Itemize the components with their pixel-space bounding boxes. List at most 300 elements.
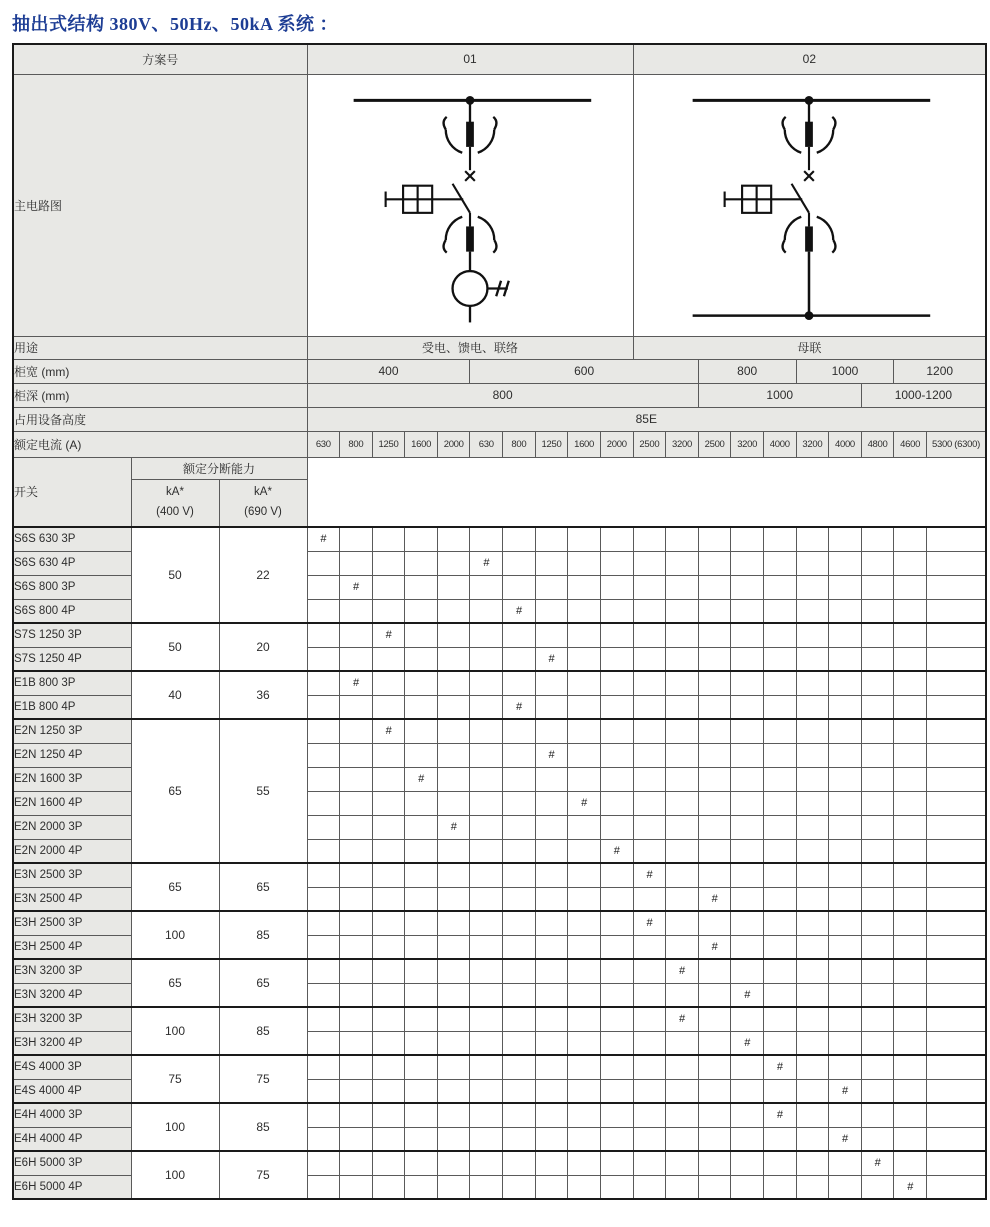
grid-cell xyxy=(698,767,731,791)
grid-cell xyxy=(763,935,796,959)
switch-label-cell: 开关 xyxy=(13,457,131,527)
grid-cell xyxy=(698,1079,731,1103)
grid-cell xyxy=(340,887,373,911)
switch-row xyxy=(13,527,986,551)
grid-cell xyxy=(926,719,986,743)
grid-cell xyxy=(861,1055,894,1079)
grid-cell xyxy=(600,887,633,911)
switch-rows xyxy=(13,527,986,1199)
switch-row xyxy=(13,719,986,743)
grid-cell xyxy=(503,839,536,863)
grid-cell xyxy=(437,1151,470,1175)
grid-cell xyxy=(568,1103,601,1127)
availability-mark-cell: # xyxy=(503,599,536,623)
ka400-header-cell xyxy=(131,479,219,527)
cabinet-depth-label-cell: 柜深 (mm) xyxy=(13,383,307,407)
grid-cell xyxy=(796,695,829,719)
grid-cell xyxy=(829,1151,862,1175)
ka690-value-cell: 75 xyxy=(219,1055,307,1103)
scheme-02-cell: 02 xyxy=(633,44,986,74)
usage-value-cell: 受电、馈电、联络 xyxy=(307,336,633,359)
availability-mark-cell: # xyxy=(470,551,503,575)
diagram-02-cell xyxy=(633,74,986,336)
grid-cell xyxy=(535,1151,568,1175)
availability-mark-cell: # xyxy=(666,1007,699,1031)
grid-cell xyxy=(926,935,986,959)
availability-mark-cell: # xyxy=(829,1127,862,1151)
ka-voltage: (690 V) xyxy=(244,505,282,518)
cabinet-width-value-cell: 600 xyxy=(470,359,698,383)
grid-cell xyxy=(535,575,568,599)
grid-cell xyxy=(437,647,470,671)
grid-cell xyxy=(894,983,927,1007)
grid-cell xyxy=(666,695,699,719)
grid-cell xyxy=(666,1055,699,1079)
grid-cell xyxy=(763,959,796,983)
grid-cell xyxy=(600,1103,633,1127)
grid-cell xyxy=(340,647,373,671)
grid-cell xyxy=(340,1103,373,1127)
diagram-01-cell xyxy=(307,74,633,336)
grid-cell xyxy=(894,911,927,935)
grid-cell xyxy=(535,1175,568,1199)
grid-cell xyxy=(600,1055,633,1079)
grid-cell xyxy=(666,839,699,863)
grid-cell xyxy=(861,599,894,623)
grid-cell xyxy=(698,863,731,887)
grid-cell xyxy=(731,575,764,599)
grid-cell xyxy=(307,1151,340,1175)
switch-name-cell: E3N 2500 4P xyxy=(13,887,131,911)
grid-cell xyxy=(470,1103,503,1127)
availability-mark-cell: # xyxy=(568,791,601,815)
grid-cell xyxy=(437,983,470,1007)
grid-cell xyxy=(405,863,438,887)
grid-cell xyxy=(796,1127,829,1151)
grid-cell xyxy=(666,791,699,815)
grid-cell xyxy=(600,551,633,575)
ka690-value-cell: 36 xyxy=(219,671,307,719)
grid-cell xyxy=(926,1031,986,1055)
grid-cell xyxy=(600,719,633,743)
switch-name-cell: E4H 4000 4P xyxy=(13,1127,131,1151)
ka400-value-cell: 40 xyxy=(131,671,219,719)
grid-cell xyxy=(666,935,699,959)
grid-cell xyxy=(405,1151,438,1175)
rated-current-cell: 1600 xyxy=(405,431,438,457)
ka690-value-cell: 20 xyxy=(219,623,307,671)
grid-cell xyxy=(372,1031,405,1055)
grid-cell xyxy=(535,911,568,935)
grid-cell xyxy=(437,1031,470,1055)
switch-row xyxy=(13,911,986,935)
grid-cell xyxy=(437,695,470,719)
ka690-value-cell: 65 xyxy=(219,863,307,911)
rated-current-cell: 4800 xyxy=(861,431,894,457)
grid-cell xyxy=(861,791,894,815)
switch-name-cell: E4S 4000 3P xyxy=(13,1055,131,1079)
switch-name-cell: E2N 1600 3P xyxy=(13,767,131,791)
grid-cell xyxy=(307,599,340,623)
switch-name-cell: E4H 4000 3P xyxy=(13,1103,131,1127)
grid-cell xyxy=(600,767,633,791)
grid-cell xyxy=(731,887,764,911)
ka690-value-cell: 65 xyxy=(219,959,307,1007)
cabinet-width-value-cell: 400 xyxy=(307,359,470,383)
grid-cell xyxy=(470,1079,503,1103)
grid-cell xyxy=(633,887,666,911)
grid-cell xyxy=(535,839,568,863)
grid-cell xyxy=(568,863,601,887)
grid-cell xyxy=(503,791,536,815)
grid-cell xyxy=(340,959,373,983)
scheme-label-cell: 方案号 xyxy=(13,44,307,74)
grid-cell xyxy=(535,527,568,551)
grid-cell xyxy=(372,647,405,671)
grid-cell xyxy=(600,1127,633,1151)
grid-cell xyxy=(503,647,536,671)
grid-cell xyxy=(405,791,438,815)
grid-cell xyxy=(503,671,536,695)
grid-cell xyxy=(307,935,340,959)
usage-row xyxy=(13,336,986,359)
switch-row xyxy=(13,671,986,695)
availability-mark-cell: # xyxy=(503,695,536,719)
ka690-value-cell: 22 xyxy=(219,527,307,623)
grid-cell xyxy=(926,911,986,935)
rated-current-cell: 2000 xyxy=(600,431,633,457)
switch-name-cell: E2N 1250 3P xyxy=(13,719,131,743)
grid-cell xyxy=(568,719,601,743)
ka400-value-cell: 65 xyxy=(131,959,219,1007)
grid-cell xyxy=(698,575,731,599)
grid-cell xyxy=(405,1079,438,1103)
grid-cell xyxy=(470,719,503,743)
grid-cell xyxy=(470,983,503,1007)
grid-cell xyxy=(503,959,536,983)
grid-cell xyxy=(698,959,731,983)
ka400-value-cell: 65 xyxy=(131,719,219,863)
grid-cell xyxy=(763,575,796,599)
grid-cell xyxy=(796,791,829,815)
grid-cell xyxy=(405,743,438,767)
grid-cell xyxy=(926,839,986,863)
grid-cell xyxy=(861,983,894,1007)
grid-cell xyxy=(633,1055,666,1079)
rated-current-row xyxy=(13,431,986,457)
grid-cell xyxy=(470,695,503,719)
switch-row xyxy=(13,623,986,647)
grid-cell xyxy=(633,527,666,551)
grid-cell xyxy=(307,767,340,791)
grid-cell xyxy=(861,575,894,599)
rated-current-cell: 1600 xyxy=(568,431,601,457)
availability-mark-cell: # xyxy=(731,1031,764,1055)
grid-cell xyxy=(861,911,894,935)
grid-cell xyxy=(796,839,829,863)
grid-cell xyxy=(503,1079,536,1103)
grid-cell xyxy=(470,1055,503,1079)
grid-cell xyxy=(633,1031,666,1055)
grid-cell xyxy=(926,1151,986,1175)
grid-cell xyxy=(568,1007,601,1031)
grid-cell xyxy=(600,671,633,695)
grid-cell xyxy=(405,911,438,935)
grid-cell xyxy=(470,1031,503,1055)
grid-cell xyxy=(600,935,633,959)
grid-cell xyxy=(894,671,927,695)
grid-cell xyxy=(763,647,796,671)
grid-cell xyxy=(437,623,470,647)
grid-cell xyxy=(372,527,405,551)
ka690-value-cell: 85 xyxy=(219,1103,307,1151)
cabinet-width-value-cell: 1200 xyxy=(894,359,986,383)
rated-current-cell: 2500 xyxy=(698,431,731,457)
grid-cell xyxy=(340,815,373,839)
grid-cell xyxy=(894,719,927,743)
grid-cell xyxy=(437,1079,470,1103)
ka-unit: kA* xyxy=(166,486,184,499)
availability-mark-cell: # xyxy=(405,767,438,791)
grid-cell xyxy=(340,1127,373,1151)
availability-mark-cell: # xyxy=(731,983,764,1007)
grid-cell xyxy=(829,1007,862,1031)
grid-cell xyxy=(437,719,470,743)
availability-mark-cell: # xyxy=(666,959,699,983)
grid-cell xyxy=(829,647,862,671)
grid-cell xyxy=(926,551,986,575)
rated-current-cell: 5300 (6300) xyxy=(926,431,986,457)
grid-cell xyxy=(796,575,829,599)
grid-cell xyxy=(568,527,601,551)
grid-cell xyxy=(796,1175,829,1199)
grid-cell xyxy=(600,1151,633,1175)
grid-cell xyxy=(372,575,405,599)
grid-cell xyxy=(829,863,862,887)
grid-cell xyxy=(796,1031,829,1055)
grid-cell xyxy=(894,1103,927,1127)
ka690-header-cell xyxy=(219,479,307,527)
switch-row xyxy=(13,1103,986,1127)
ka690-value-cell: 85 xyxy=(219,1007,307,1055)
grid-cell xyxy=(666,887,699,911)
grid-cell xyxy=(405,935,438,959)
grid-cell xyxy=(405,647,438,671)
grid-cell xyxy=(829,1055,862,1079)
grid-cell xyxy=(861,647,894,671)
grid-cell xyxy=(633,1079,666,1103)
grid-cell xyxy=(405,959,438,983)
grid-cell xyxy=(666,1127,699,1151)
grid-cell xyxy=(698,911,731,935)
grid-cell xyxy=(437,959,470,983)
switch-name-cell: S6S 630 4P xyxy=(13,551,131,575)
grid-cell xyxy=(633,959,666,983)
grid-cell xyxy=(763,1127,796,1151)
grid-cell xyxy=(633,695,666,719)
grid-cell xyxy=(796,551,829,575)
grid-cell xyxy=(763,767,796,791)
grid-cell xyxy=(503,1151,536,1175)
rated-current-cell: 2500 xyxy=(633,431,666,457)
grid-cell xyxy=(861,863,894,887)
grid-cell xyxy=(568,743,601,767)
grid-cell xyxy=(698,719,731,743)
grid-cell xyxy=(568,1031,601,1055)
grid-cell xyxy=(894,527,927,551)
grid-cell xyxy=(503,1127,536,1151)
grid-cell xyxy=(731,767,764,791)
grid-cell xyxy=(731,743,764,767)
grid-cell xyxy=(600,743,633,767)
grid-cell xyxy=(470,863,503,887)
grid-cell xyxy=(437,911,470,935)
grid-cell xyxy=(829,1031,862,1055)
availability-mark-cell: # xyxy=(894,1175,927,1199)
grid-cell xyxy=(894,863,927,887)
grid-cell xyxy=(503,551,536,575)
grid-cell xyxy=(731,935,764,959)
ka-voltage: (400 V) xyxy=(156,505,194,518)
switch-row xyxy=(13,959,986,983)
grid-cell xyxy=(535,695,568,719)
grid-cell xyxy=(535,623,568,647)
grid-cell xyxy=(372,671,405,695)
grid-cell xyxy=(698,791,731,815)
grid-cell xyxy=(763,599,796,623)
grid-cell xyxy=(503,1103,536,1127)
grid-cell xyxy=(503,815,536,839)
grid-cell xyxy=(535,1055,568,1079)
grid-cell xyxy=(372,1103,405,1127)
grid-cell xyxy=(926,1127,986,1151)
rated-current-cell: 3200 xyxy=(666,431,699,457)
grid-cell xyxy=(829,719,862,743)
grid-cell xyxy=(470,575,503,599)
grid-cell xyxy=(307,671,340,695)
grid-cell xyxy=(666,863,699,887)
grid-cell xyxy=(796,815,829,839)
grid-cell xyxy=(372,839,405,863)
grid-cell xyxy=(633,839,666,863)
grid-cell xyxy=(763,1007,796,1031)
grid-cell xyxy=(829,575,862,599)
rated-current-label-cell: 额定电流 (A) xyxy=(13,431,307,457)
grid-cell xyxy=(307,959,340,983)
grid-cell xyxy=(796,1007,829,1031)
grid-cell xyxy=(731,551,764,575)
grid-cell xyxy=(666,527,699,551)
availability-mark-cell: # xyxy=(698,935,731,959)
grid-cell xyxy=(568,815,601,839)
grid-cell xyxy=(600,1031,633,1055)
grid-cell xyxy=(763,839,796,863)
grid-cell xyxy=(307,575,340,599)
grid-cell xyxy=(698,1151,731,1175)
grid-cell xyxy=(470,767,503,791)
switch-name-cell: E3H 3200 4P xyxy=(13,1031,131,1055)
grid-cell xyxy=(437,863,470,887)
grid-cell xyxy=(405,1055,438,1079)
grid-cell xyxy=(796,959,829,983)
usage-value-cell: 母联 xyxy=(633,336,986,359)
grid-cell xyxy=(829,983,862,1007)
grid-cell xyxy=(470,623,503,647)
grid-cell xyxy=(340,1055,373,1079)
grid-cell xyxy=(503,719,536,743)
grid-cell xyxy=(829,767,862,791)
switch-name-cell: E3N 3200 4P xyxy=(13,983,131,1007)
grid-cell xyxy=(666,671,699,695)
grid-cell xyxy=(861,623,894,647)
grid-cell xyxy=(503,527,536,551)
grid-cell xyxy=(926,599,986,623)
grid-cell xyxy=(503,983,536,1007)
ka690-value-cell: 55 xyxy=(219,719,307,863)
grid-cell xyxy=(796,1103,829,1127)
grid-cell xyxy=(926,767,986,791)
grid-cell xyxy=(894,887,927,911)
grid-cell xyxy=(796,911,829,935)
grid-cell xyxy=(340,935,373,959)
main-circuit-diagram-02 xyxy=(649,83,969,333)
grid-cell xyxy=(307,551,340,575)
grid-cell xyxy=(796,1079,829,1103)
grid-cell xyxy=(666,1079,699,1103)
grid-cell xyxy=(307,1031,340,1055)
grid-cell xyxy=(437,551,470,575)
availability-mark-cell: # xyxy=(763,1103,796,1127)
grid-cell xyxy=(698,623,731,647)
grid-cell xyxy=(894,815,927,839)
availability-mark-cell: # xyxy=(698,887,731,911)
grid-cell xyxy=(307,1103,340,1127)
grid-cell xyxy=(829,887,862,911)
grid-cell xyxy=(405,1127,438,1151)
grid-cell xyxy=(796,647,829,671)
grid-cell xyxy=(894,551,927,575)
grid-cell xyxy=(698,839,731,863)
grid-cell xyxy=(894,623,927,647)
grid-cell xyxy=(568,767,601,791)
grid-cell xyxy=(829,791,862,815)
grid-cell xyxy=(470,839,503,863)
cabinet-width-value-cell: 1000 xyxy=(796,359,894,383)
grid-cell xyxy=(503,1007,536,1031)
grid-cell xyxy=(437,1175,470,1199)
grid-cell xyxy=(666,575,699,599)
grid-cell xyxy=(731,1007,764,1031)
switch-name-cell: E3H 2500 3P xyxy=(13,911,131,935)
grid-cell xyxy=(372,1007,405,1031)
grid-cell xyxy=(894,1007,927,1031)
grid-cell xyxy=(340,839,373,863)
grid-cell xyxy=(698,983,731,1007)
rated-current-cell: 4000 xyxy=(763,431,796,457)
grid-cell xyxy=(633,599,666,623)
grid-cell xyxy=(926,1079,986,1103)
grid-cell xyxy=(633,1103,666,1127)
grid-cell xyxy=(926,743,986,767)
grid-cell xyxy=(666,1103,699,1127)
grid-cell xyxy=(698,551,731,575)
grid-cell xyxy=(926,863,986,887)
grid-cell xyxy=(372,743,405,767)
grid-cell xyxy=(829,671,862,695)
grid-cell xyxy=(372,959,405,983)
grid-cell xyxy=(731,647,764,671)
grid-cell xyxy=(731,959,764,983)
